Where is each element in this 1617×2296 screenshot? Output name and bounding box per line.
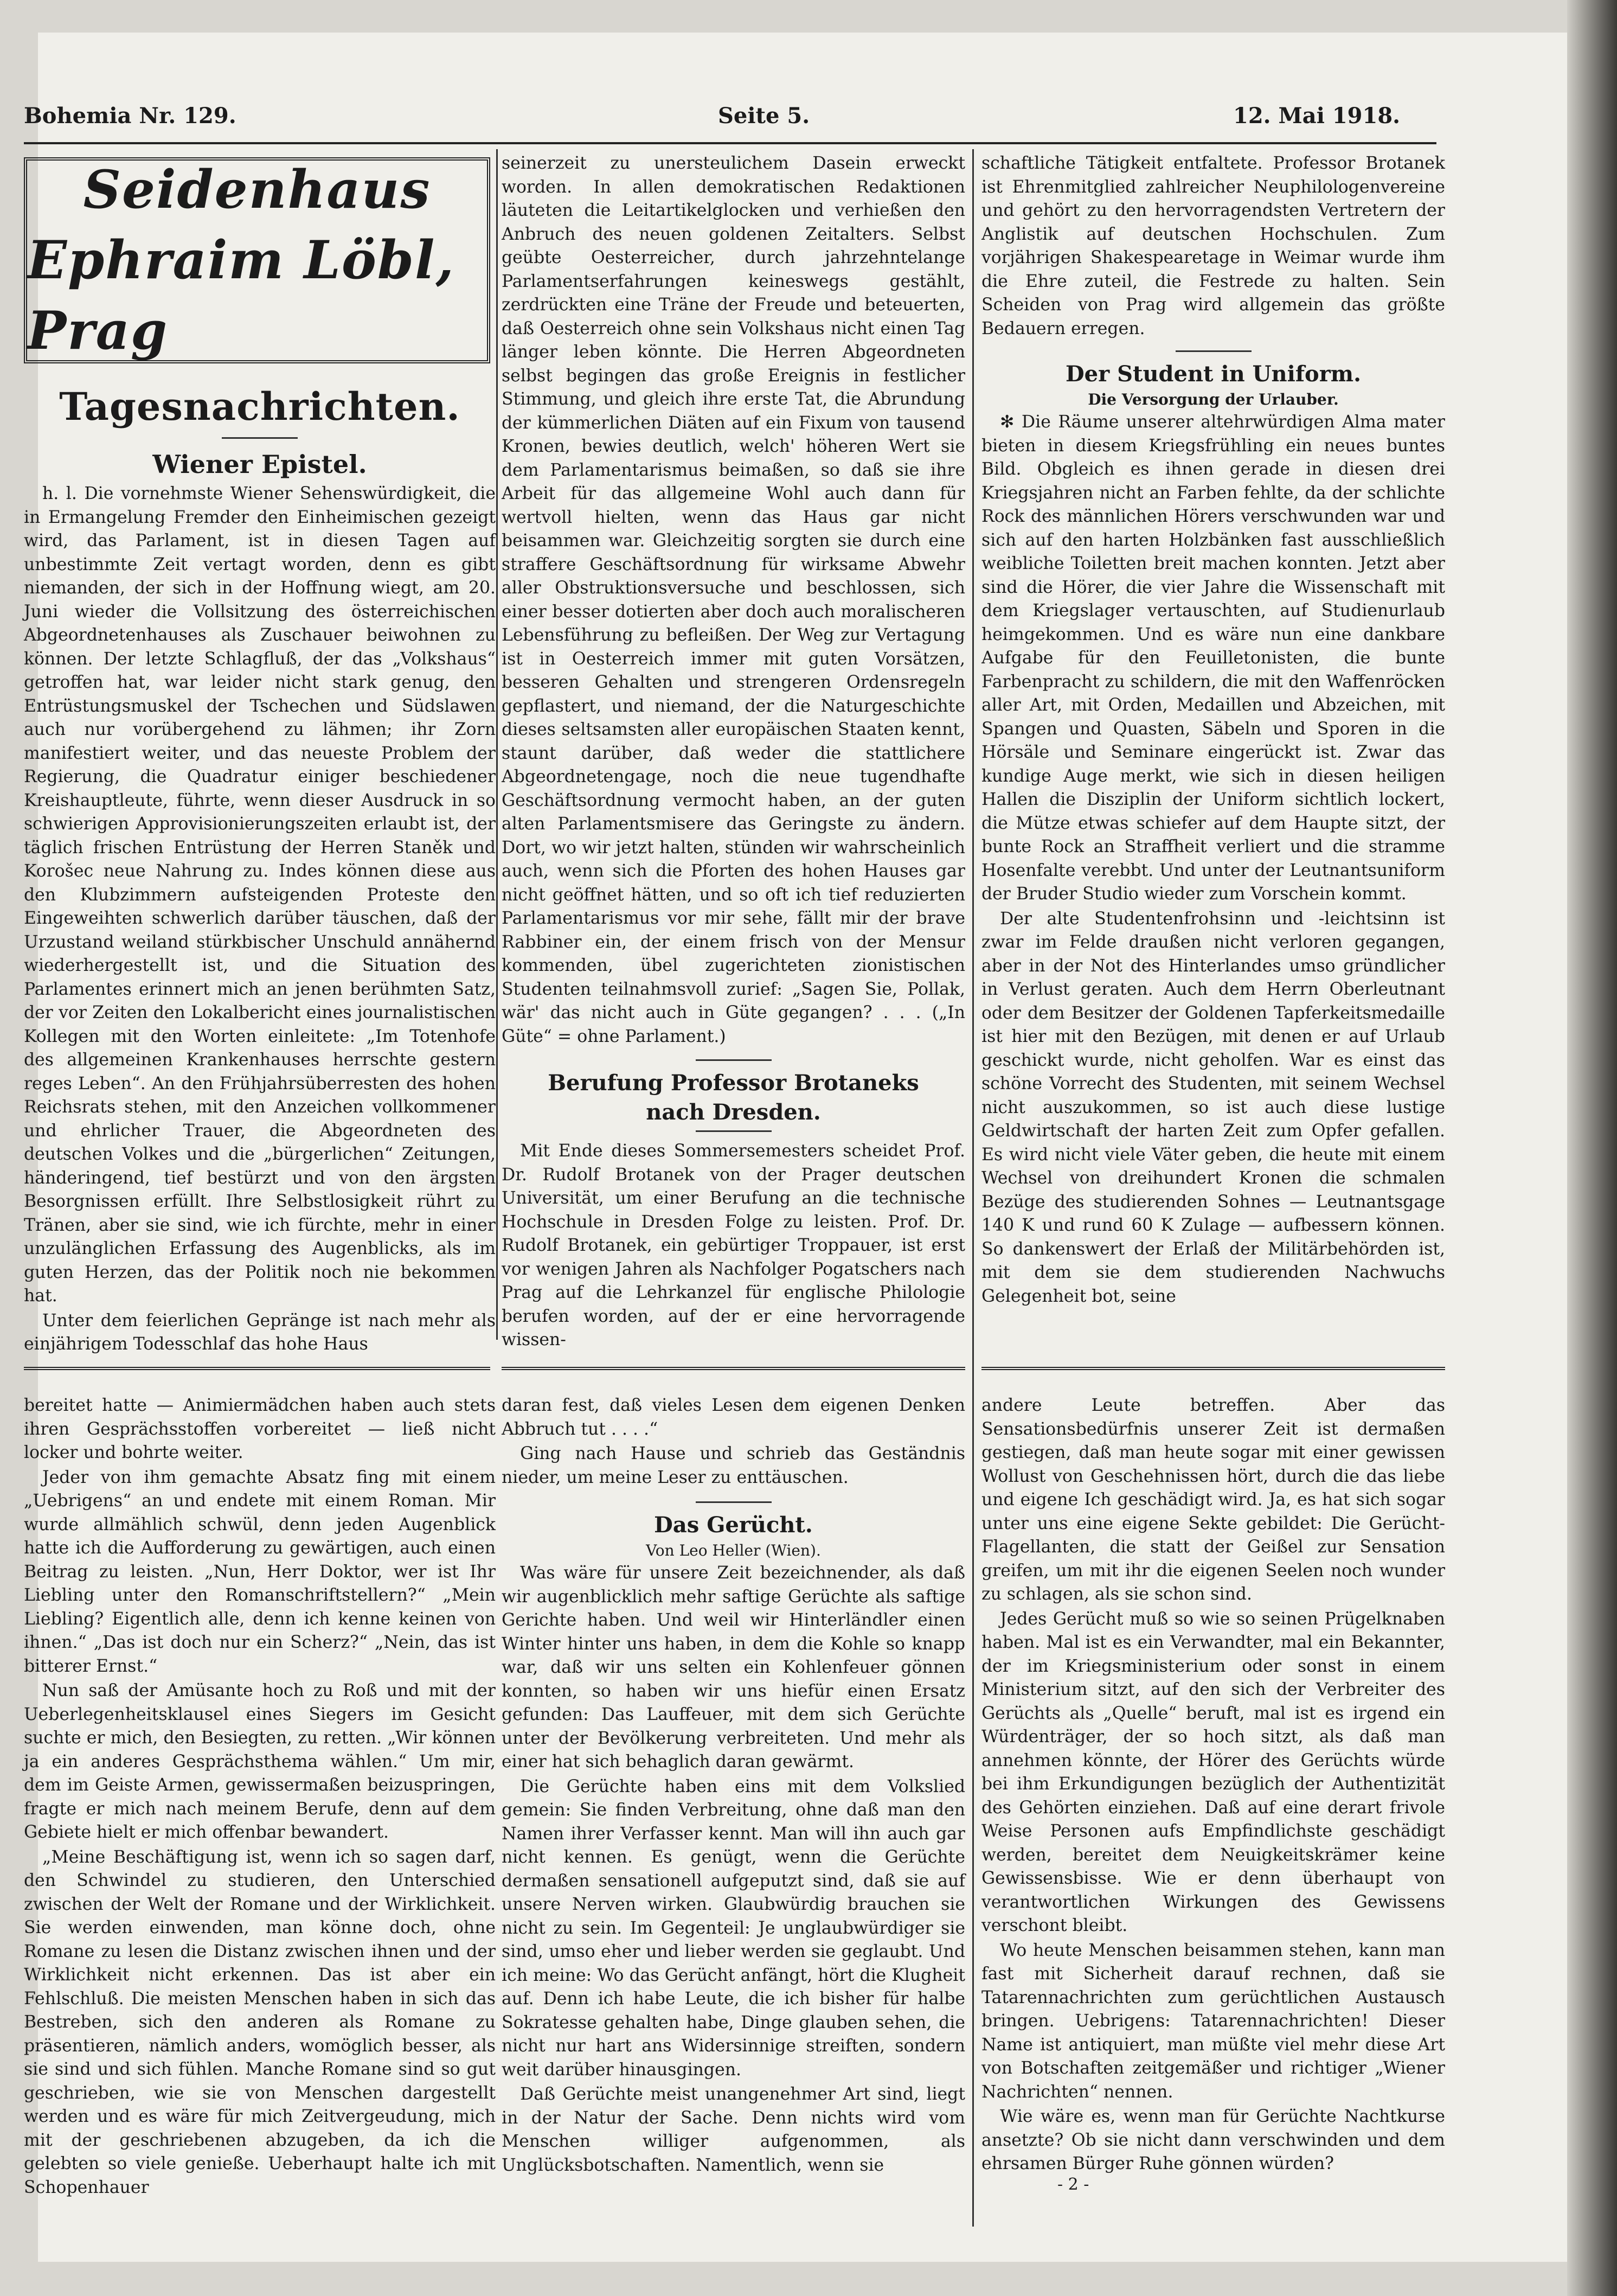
brotanek-para-1: Mit Ende dieses Sommersemesters scheidet Prof. Dr. Rudolf Brotanek von der Prager deutschen Universität, um einer Berufung an die technische Hochschule in Dresden Folge zu leisten. Prof. Dr. Rudolf Brotanek, ein gebürtiger Troppauer, ist erst vor wenigen Jahren als Nachfolger Pogatschers nach Prag auf die Lehrkanzel für englische Philologie berufen worden, auf der er eine hervorragende wissen- — [502, 1141, 965, 1350]
feuilleton-end-2: Ging nach Hause und schrieb das Geständnis nieder, um meine Leser zu enttäuschen. — [502, 1444, 965, 1487]
geruecht-cont-1: andere Leute betreffen. Aber das Sensationsbedürfnis unserer Zeit ist dermaßen gestiegen, daß man heute sogar mit einer gewissen Wollust von Geschehnissen hört, durch die das liebe und eigene Ich geschädigt wird. Ja, es hat sich sogar unter uns eine eigene Sekte gebildet: Die Gerücht-Flagellanten, die statt der Geißel zur Sensation greifen, um mit ihr die eigenen Seelen noch wunder zu schlagen, als sie schon sind. — [981, 1396, 1445, 1604]
feuilleton-rule-1 — [24, 1367, 490, 1370]
page-mark: - 2 - — [1057, 2175, 1089, 2194]
wiener-para-1: h. l. Die vornehmste Wiener Sehenswürdigkeit, die in Ermangelung Fremder den Einheimischen gezeigt wird, das Parlament, ist in diesen Tagen auf unbestimmte Zeit vertagt worden, denn es gibt niemanden, der sich in der Hoffnung wiegt, am 20. Juni wieder die Vollsitzung des österreichischen Abgeordnetenhauses als Zuschauer beiwohnen zu können. Der letzte Schlagfluß, der das „Volkshaus“ getroffen hat, war leider nicht stark genug, den Entrüstungsmuskel der Tschechen und Südslawen auch nur vorübergehend zu lähmen; ihr Zorn manifestiert weiter, und das neueste Problem der Regierung, die Quadratur einiger beschiedener Kreishauptleute, führte, wenn dieser Ausdruck in so schwierigen Approvisionierungszeiten erlaubt ist, der täglich frischen Entrüstung der Herren Staněk und Korošec neue Nahrung zu. Indes können diese aus den Klubzimmern aufsteigenden Proteste den Eingeweihten schwerlich darüber täuschen, daß der Urzustand weiland stürkbischer Unschuld annähernd wiederhergestellt ist, und die Situation des Parlamentes erinnert mich an jenen berühmten Satz, der vor Zeiten den Lokalbericht eines journalistischen Kollegen mit den Worten einleitete: „Im Totenhofe des allgemeinen Krankenhauses herrschte gestern reges Leben“. An den Frühjahrsüberresten des hohen Reichsrats stehen, mit den Anzeichen vollkommener und ehrlicher Trauer, die Abgeordneten des deutschen Volkes und die „bürgerlichen“ Zeitungen, händeringend, tief bestürzt und von den ärgsten Besorgnissen erfüllt. Ihre Selbstlosigkeit rührt zu Tränen, aber sie sind, wie ich fürchte, mehr in einer unzulänglichen Erfassung des Augenblicks, als im guten Herzen, das der Politik noch nie bekommen hat. — [24, 484, 496, 1306]
student-para-2: Der alte Studentenfrohsinn und -leichtsinn ist zwar im Felde draußen nicht verloren gegangen, aber in der Not des Hinterlandes umso gründlicher in Verlust geraten. Auch dem Herrn Oberleutnant oder dem Besitzer der Goldenen Tapferkeitsmedaille ist hier mit den Bezügen, mit denen er auf Urlaub geschickt wurde, nicht geholfen. War es einst das schöne Vorrecht des Studenten, mit seinem Wechsel nicht auszukommen, so ist auch diese lustige Geldwirtschaft der harten Zeit zum Opfer gefallen. Es wird nicht viele Väter geben, die heute mit einem Wechsel von dreihundert Kronen die schmalen Bezüge des studierenden Sohnes — Leutnantsgage 140 K und rund 60 K Zulage — aufbessern können. So dankenswert der Erlaß der Militärbehörden ist, mit dem sie dem studierenden Nachwuchs Gelegenheit bot, seine — [981, 909, 1445, 1306]
feuilleton-rule-3 — [981, 1367, 1445, 1370]
masthead-issue: Bohemia Nr. 129. — [24, 103, 236, 129]
feuilleton-para-3: Nun saß der Amüsante hoch zu Roß und mit der Ueberlegenheitsklausel eines Siegers im Gesicht suchte er mich, den Besiegten, zu retten. „Wir können ja ein anderes Gesprächsthema wählen.“ Um mir, dem im Geiste Armen, gewissermaßen beizuspringen, fragte er mich nach meinem Berufe, denn auf dem Gebiete hielt er mich offenbar bewandert. — [24, 1681, 496, 1842]
column-rule-left — [496, 149, 498, 1340]
geruecht-cont-4: Wie wäre es, wenn man für Gerüchte Nachtkurse ansetzte? Ob sie nicht dann verschwinden und dem ehrsamen Bürger Ruhe gönnen würden? — [981, 2107, 1445, 2173]
feuilleton-para-2: Jeder von ihm gemachte Absatz fing mit einem „Uebrigens“ an und endete mit einem Roman. Mir wurde allmählich schwül, denn jeden Augenblick hatte ich die Aufforderung zu gewärtigen, auch einen Beitrag zu leisten. „Nun, Herr Doktor, wer ist Ihr Liebling unter den Romanschriftstellern?“ „Mein Liebling? Eigentlich alle, denn ich kenne keinen von ihnen.“ „Das ist doch nur ein Scherz?“ „Nein, das ist bitterer Ernst.“ — [24, 1467, 496, 1676]
column-1-lower — [24, 1394, 496, 2201]
brotanek-title-2: nach Dresden. — [646, 1099, 821, 1125]
geruecht-para-2: Die Gerüchte haben eins mit dem Volkslied gemein: Sie finden Verbreitung, ohne daß man den Namen ihrer Verfasser kennt. Man will ihn auch gar nicht kennen. Es genügt, wenn die Gerüchte dermaßen sensationell aufgeputzt sind, daß sie auf unsere Nerven wirken. Glaubwürdig brauchen sie nicht zu sein. Im Gegenteil: Je unglaubwürdiger sie sind, umso eher und lieber werden sie geglaubt. Und ich meine: Wo das Gerücht anfängt, hört die Klugheit auf. Denn ich habe Leute, die ich bisher für halbe Sokratesse gehalten habe, Dinge glauben sehen, die nicht nur hart ans Widersinnige streiften, sondern weit darüber hinausgingen. — [502, 1776, 965, 2080]
scan-edge — [1567, 0, 1617, 2296]
section-title: Tagesnachrichten. — [59, 384, 460, 429]
feuilleton-para-4: „Meine Beschäftigung ist, wenn ich so sagen darf, den Schwindel zu studieren, den Unterschied zwischen der Welt der Romane und der Wirklichkeit. Sie werden einwenden, man könne doch, ohne Romane zu lesen die Distanz zwischen ihnen und der Wirklichkeit nicht erkennen. Das ist aber ein Fehlschluß. Die meisten Menschen haben in sich das Bestreben, sich den anderen als Romane zu präsentieren, nämlich anders, womöglich besser, als sie sind und sich fühlen. Manche Romane sind so gut geschrieben, wie sie von Menschen dargestellt werden und es wäre für mich Zeitvergeudung, mich mit der geschriebenen abzugeben, da ich die gelebten so viele genieße. Ueberhaupt halte ich mit Schopenhauer — [24, 1847, 496, 2197]
wiener-para-2: Unter dem feierlichen Gepränge ist nach mehr als einjährigem Todesschlaf das hohe Haus — [24, 1310, 496, 1354]
column-2-lower — [502, 1394, 965, 2178]
brotanek-rule — [696, 1130, 772, 1132]
masthead-page-number: Seite 5. — [718, 103, 810, 129]
brotanek-continuation: schaftliche Tätigkeit entfaltete. Professor Brotanek ist Ehrenmitglied zahlreicher Neuphilologenvereine und gehört zu den hervorragendsten Vertretern der Anglistik auf deutschen Hochschulen. Zum vorjährigen Shakespearetage in Weimar wurde ihm die Ehre zuteil, die Festrede zu halten. Sein Scheiden von Prag wird allgemein das größte Bedauern erregen. — [981, 154, 1445, 338]
column-3-lower — [981, 1394, 1445, 2177]
masthead — [24, 103, 1428, 136]
brotanek-title-1: Berufung Professor Brotaneks — [548, 1070, 919, 1096]
masthead-date: 12. Mai 1918. — [1233, 103, 1401, 129]
geruecht-cont-3: Wo heute Menschen beisammen stehen, kann man fast mit Sicherheit darauf rechnen, daß sie Tatarennachrichten zum gerüchtlichen Austausch bringen. Uebrigens: Tatarennachrichten! Dieser Name ist antiquiert, man müßte viel mehr diese Art von Botschaften zeitgemäßer und richtiger „Wiener Nachrichten“ nennen. — [981, 1940, 1445, 2102]
geruecht-rule — [696, 1501, 772, 1503]
student-title: Der Student in Uniform. — [1065, 361, 1362, 387]
geruecht-title: Das Gerücht. — [654, 1512, 813, 1538]
column-2-upper — [502, 152, 965, 1353]
column-rule-right — [972, 149, 974, 2227]
feuilleton-end-1: daran fest, daß vieles Lesen dem eigenen Denken Abbruch tut . . . .“ — [502, 1396, 965, 1439]
ad-line-2: Ephraim Löbl, Prag — [27, 229, 455, 361]
geruecht-para-1: Was wäre für unsere Zeit bezeichnender, als daß wir augenblicklich mehr saftige Gerüchte als saftige Gerichte haben. Und weil wir Hinterländler einen Winter hinter uns haben, in dem die Kohle so knapp war, daß wir uns selten ein Kohlenfeuer gönnen konnten, so haben wir uns hiefür einen Ersatz gefunden: Das Lauffeuer, mit dem sich Gerüchte unter der Bevölkerung verbreiteten. Und mehr als einer hat sich behaglich daran gewärmt. — [502, 1563, 965, 1771]
column-3-upper — [981, 152, 1445, 1309]
feuilleton-para-1: bereitet hatte — Animiermädchen haben auch stets ihren Gesprächsstoffen vorbereitet — ließ nicht locker und bohrte weiter. — [24, 1396, 496, 1462]
top-rule — [24, 142, 1436, 144]
section-rule — [222, 437, 298, 439]
epistel-continuation: seinerzeit zu unersteulichem Dasein erweckt worden. In allen demokratischen Redaktionen läuteten die Leitartikelglocken und verhießen den Anbruch des neuen goldenen Zeitalters. Selbst geübte Oesterreicher, durch jahrzehntelange Parlamentserfahrungen keineswegs gestählt, zerdrückten eine Träne der Freude und beteuerten, daß Oesterreich ohne sein Volkshaus nicht einen Tag länger leben könnte. Die Herren Abgeordneten selbst begingen das große Ereignis in festlicher Stimmung, und gleich ihre erste Tat, die Abrundung der kümmerlichen Diäten auf ein Fixum von tausend Kronen, bewies deutlich, welch' höheren Wert sie dem Parlamentarismus beimaßen, so daß sie ihre Arbeit für das allgemeine Wohl auch dann für wertvoll hielten, wenn das Haus gar nicht beisammen war. Gleichzeitig sorgten sie durch eine straffere Geschäftsordnung für wirksame Abwehr aller Obstruktionsversuche und beschlossen, sich einer besser dotierten aber doch auch moralischeren Lebensführung zu befleißen. Der Weg zur Vertagung ist in Oesterreich immer mit guten Vorsätzen, besseren Gehalten und strengeren Ordensregeln gepflastert, und niemand, der die Naturgeschichte dieses seltsamsten aller europäischen Staaten kennt, staunt darüber, daß weder die stattlichere Abgeordnetengage, noch die neue tugendhafte Geschäftsordnung vermocht haben, an der guten alten Parlamentsmisere das Geringste zu ändern. Dort, wo wir jetzt halten, stünden wir wahrscheinlich auch, wenn sich die Pforten des hohen Hauses gar nicht geöffnet hätten, und so oft ich tief reduzierten Parlamentarismus vor mir sehe, fällt mir der brave Rabbiner ein, der einem frisch von der Mensur kommenden, übel zugerichteten zionistischen Studenten teilnahmsvoll zurief: „Sagen Sie, Pollak, wär' das nicht auch in Güte gegangen? . . . („In Güte“ = ohne Parlament.) — [502, 154, 965, 1046]
student-subtitle: Die Versorgung der Urlauber. — [1088, 391, 1339, 408]
advertisement-box — [24, 157, 490, 363]
article-rule-2 — [1176, 350, 1252, 352]
geruecht-cont-2: Jedes Gerücht muß so wie so seinen Prügelknaben haben. Mal ist es ein Verwandter, mal ein Bekannter, der im Kriegsministerium oder sonst in einem Ministerium sitzt, auf den sich der Verbreiter des Gerüchts als „Quelle“ beruft, mal ist es irgend ein Würdenträger, der so hoch sitzt, als daß man annehmen könnte, der Hörer des Gerüchts würde bei ihm Erkundigungen bezüglich der Authentizität des Gehörten einziehen. Daß auf eine derart frivole Weise Personen aufs Empfindlichste geschädigt werden, bereitet dem Neuigkeitskrämer keine Gewissensbisse. Wie er denn überhaupt von verantwortlichen Wirkungen des Gewissens verschont bleibt. — [981, 1609, 1445, 1935]
geruecht-byline: Von Leo Heller (Wien). — [646, 1542, 821, 1559]
article-rule — [696, 1059, 772, 1061]
feuilleton-rule-2 — [502, 1367, 965, 1370]
geruecht-para-3: Daß Gerüchte meist unangenehmer Art sind, liegt in der Natur der Sache. Denn nichts wird vom Menschen williger aufgenommen, als Unglücksbotschaften. Namentlich, wenn sie — [502, 2084, 965, 2175]
student-para-1: ✻ Die Räume unserer altehrwürdigen Alma mater bieten in diesem Kriegsfrühling ein neues buntes Bild. Obgleich es ihnen gerade in diesen drei Kriegsjahren nicht an Farben fehlte, da der schlichte Rock des männlichen Hörers verschwunden war und sich auf den harten Holzbänken fast ausschließlich weibliche Toiletten breit machen konnten. Jetzt aber sind die Hörer, die vier Jahre die Wissenschaft mit dem Kriegslager vertauschten, auf Studienurlaub heimgekommen. Und es wäre nun eine dankbare Aufgabe für den Feuilletonisten, die bunte Farbenpracht zu schildern, die mit den Waffenröcken aller Art, mit Orden, Medaillen und Abzeichen, mit Spangen und Quasten, Säbeln und Sporen in die Hörsäle und Seminare eingerückt ist. Zwar das kundige Auge merkt, wie sich in diesen heiligen Hallen die Disziplin der Uniform sichtlich lockert, die Mütze etwas schiefer auf dem Haupte sitzt, der bunte Rock an Straffheit verliert und die stramme Hosenfalte verebbt. Und unter der Leutnantsuniform der Bruder Studio wieder zum Vorschein kommt. — [981, 412, 1445, 904]
wiener-epistel-title: Wiener Epistel. — [152, 450, 367, 479]
column-1-upper — [24, 380, 496, 1358]
ad-line-1: Seidenhaus — [83, 159, 431, 220]
